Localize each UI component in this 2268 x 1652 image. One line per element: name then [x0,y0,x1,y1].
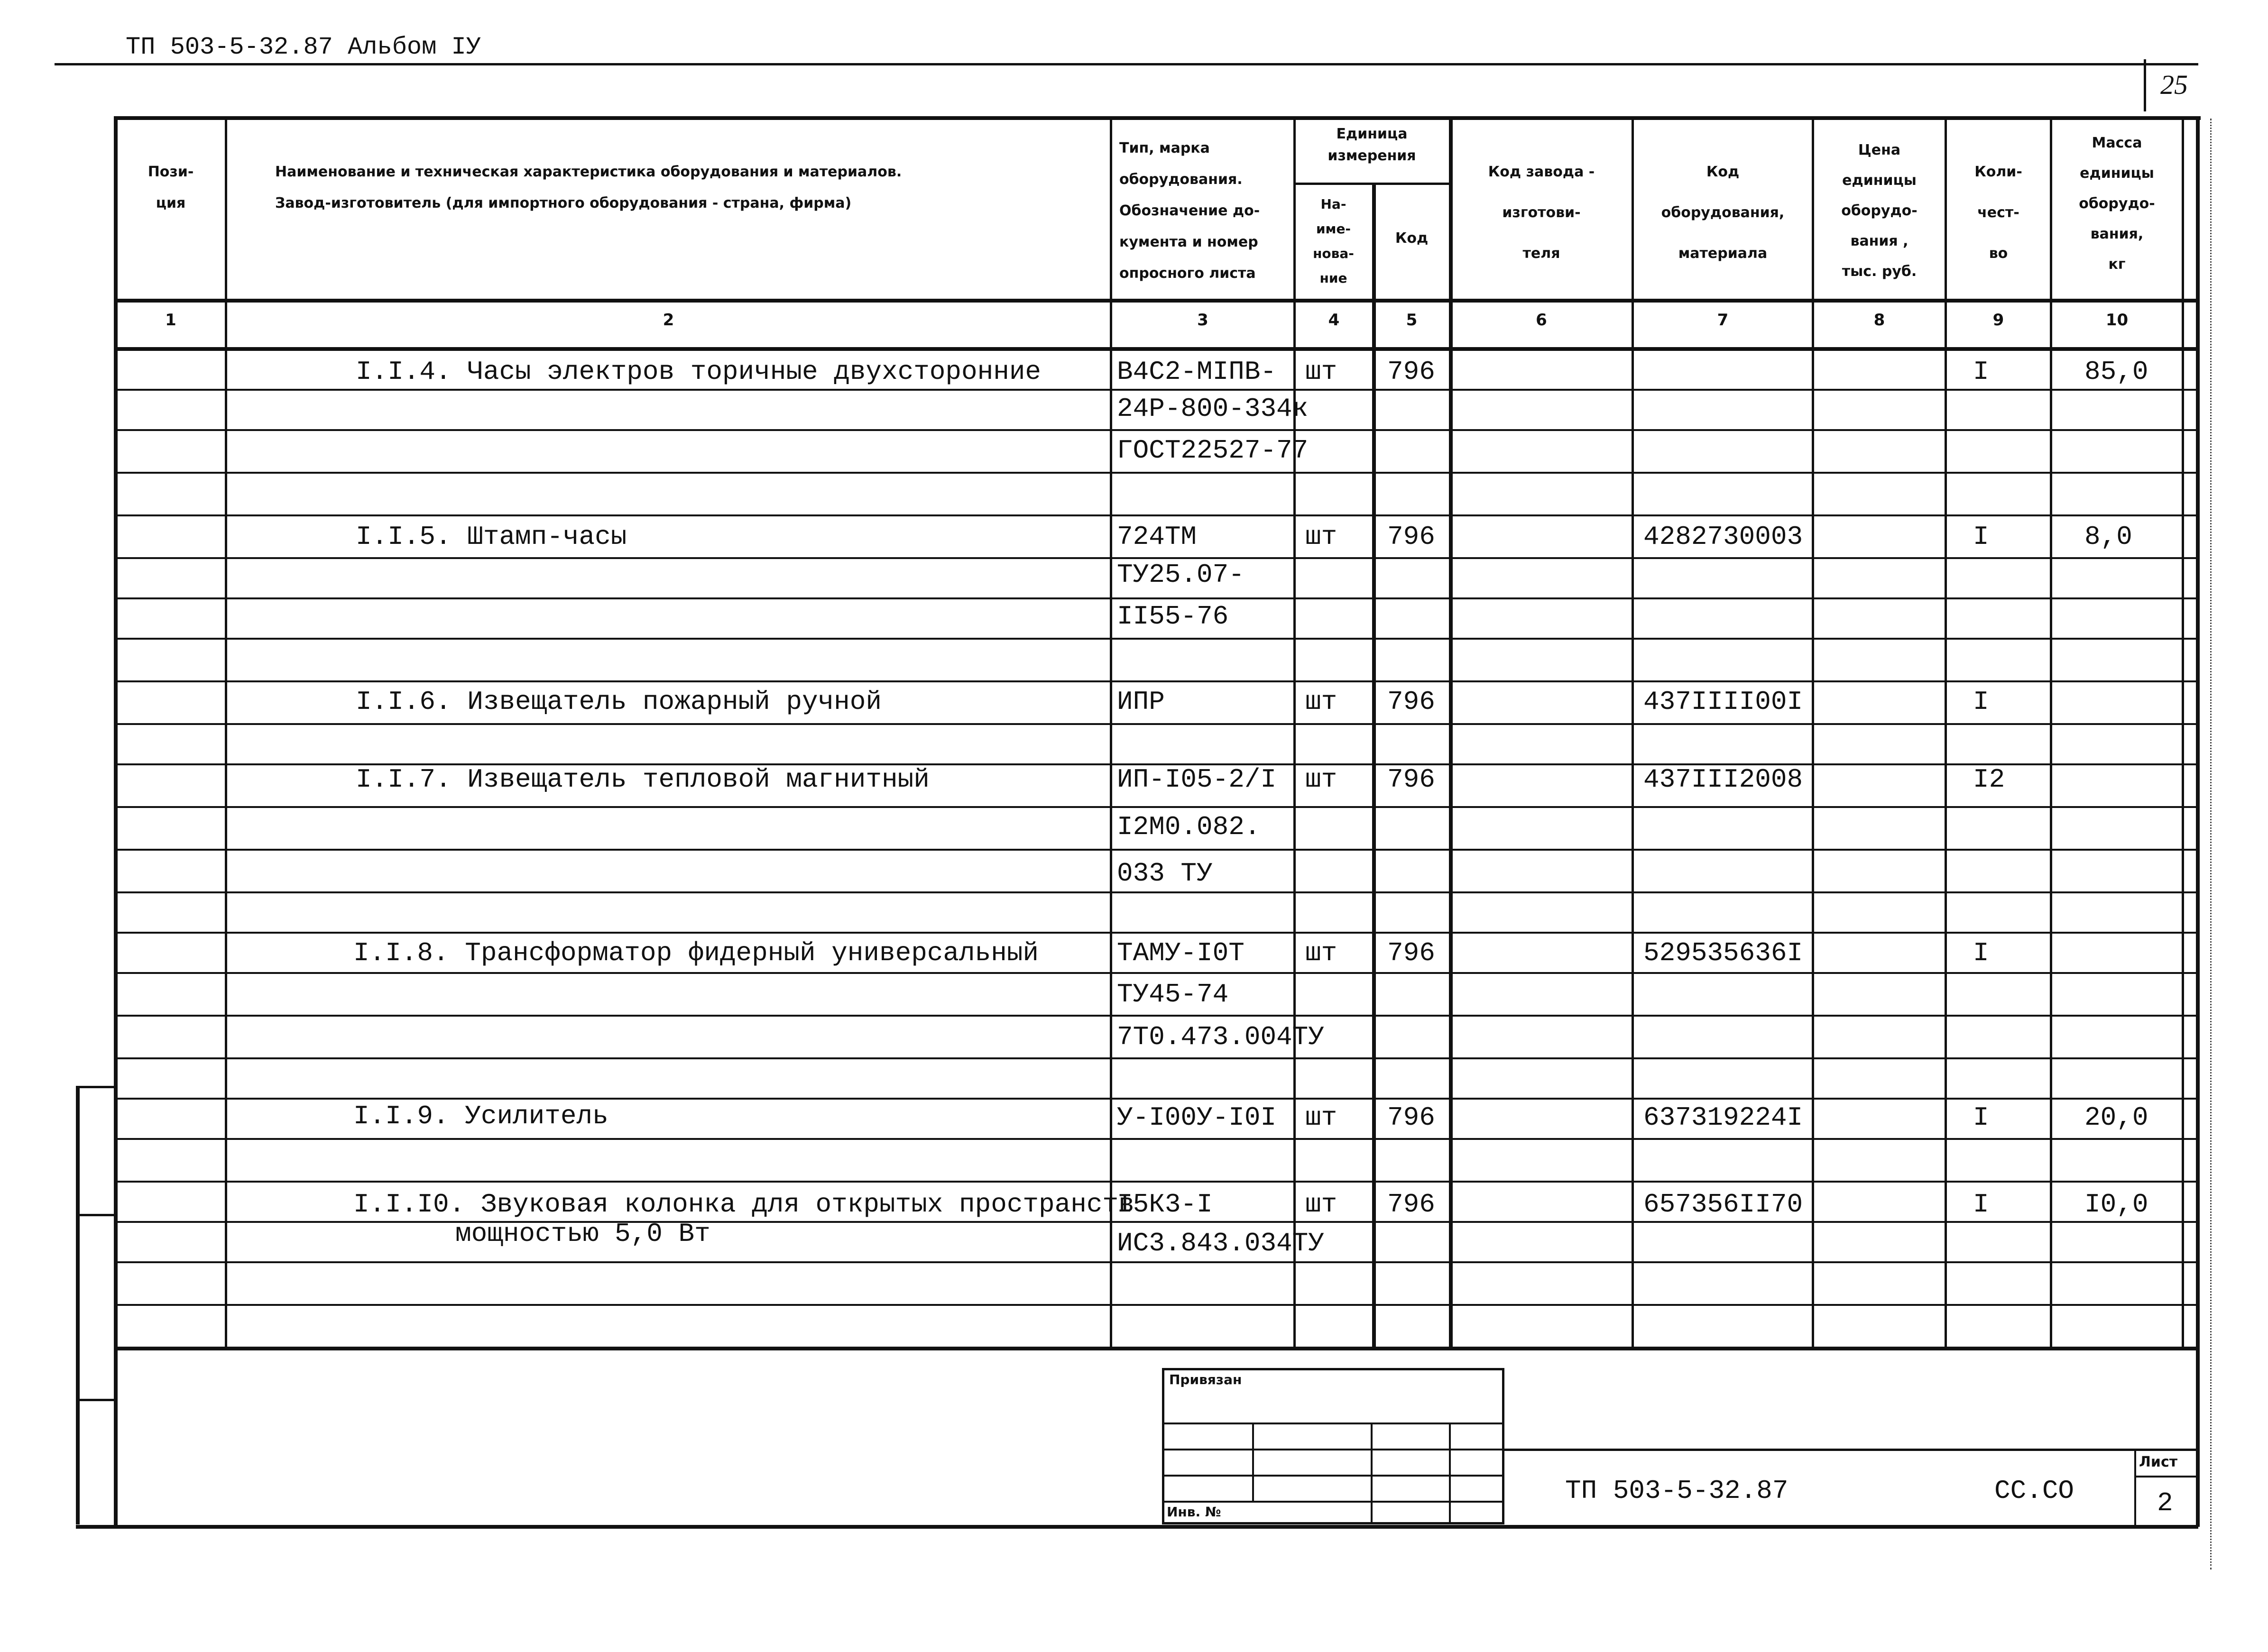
row-type: II55-76 [1117,601,1229,632]
row-type: 24Р-800-334к [1117,394,1309,424]
frame-bottom [76,1525,2198,1529]
row-line [114,680,2196,682]
row-line [114,638,2196,640]
header-col10: Масса единицы оборудо- вания, кг [2079,135,2155,273]
row-equip-code: 4282730003 [1643,522,1803,552]
row-equip-code: 437III2008 [1643,764,1803,795]
row-qty: I [1973,687,1989,717]
unit-header-split [1293,183,1450,185]
row-type: У-I00У-I0I [1117,1102,1277,1133]
row-name: I.I.I0. Звуковая колонка для открытых пространств [353,1189,1134,1220]
row-name-line2: мощностью 5,0 Вт [455,1219,710,1249]
header-col3: Тип, марка оборудования. Обозначение до- кумента и номер опросного листа [1119,140,1260,282]
row-line [114,1221,2196,1223]
colnum: 9 [1992,311,2004,330]
row-type: В4С2-МIПВ- [1117,357,1277,387]
row-type: ТАМУ-I0Т [1117,938,1245,968]
row-mass: 85,0 [2084,357,2148,387]
row-line [114,1098,2196,1100]
row-line [114,806,2196,808]
row-name: I.I.9. Усилитель [353,1101,608,1131]
row-qty: I [1973,522,1989,552]
stamp-line [1162,1449,1504,1450]
row-code: 796 [1387,1189,1435,1220]
header-col6: Код завода - изготови- теля [1488,164,1595,262]
list-box-sep [2134,1449,2136,1527]
header-unit-title: Единица измерения [1328,126,1416,164]
row-type: 7Т0.473.004ТУ [1117,1022,1324,1052]
row-code: 796 [1387,1102,1435,1133]
row-name: I.I.8. Трансформатор фидерный универсальный [353,938,1039,968]
row-type: ТУ25.07- [1117,560,1245,590]
album-title: ТП 503-5-32.87 Альбом IУ [126,33,481,61]
row-unit: шт [1305,357,1337,387]
header-col5: Код [1395,230,1429,247]
row-mass: 20,0 [2084,1102,2148,1133]
row-code: 796 [1387,687,1435,717]
row-line [114,597,2196,599]
row-line [114,1015,2196,1017]
row-name: I.I.6. Извещатель пожарный ручной [356,687,882,717]
header-col4: На- име- нова- ние [1313,196,1354,286]
binding-stub [76,1086,80,1524]
row-type: I2М0.082. [1117,812,1261,842]
binding-stub-line [76,1399,115,1401]
colnum-bottom [114,347,2196,351]
stamp-line [1162,1475,1504,1477]
row-line [114,389,2196,391]
row-line [114,891,2196,893]
row-mass: 8,0 [2084,522,2132,552]
header-bottom [114,299,2196,303]
stamp-sep [1252,1423,1254,1501]
colnum: 1 [165,311,176,330]
row-type: ТУ45-74 [1117,979,1229,1010]
row-line [114,514,2196,516]
row-line [114,972,2196,974]
header-col8: Цена единицы оборудо- вания , тыс. руб. [1841,142,1918,280]
colnum: 8 [1873,311,1885,330]
trim-edge [2210,119,2212,1569]
colnum: 4 [1328,311,1340,330]
row-unit: шт [1305,1102,1337,1133]
row-equip-code: 437IIII00I [1643,687,1803,717]
col-sep [1372,183,1376,1349]
frame-top [114,116,2201,120]
row-unit: шт [1305,764,1337,795]
list-number: 2 [2157,1488,2173,1518]
row-unit: шт [1305,938,1337,968]
doc-designation: ТП 503-5-32.87 [1565,1476,1789,1506]
row-line [114,723,2196,725]
colnum: 5 [1406,311,1418,330]
row-line [114,429,2196,431]
row-name: I.I.7. Извещатель тепловой магнитный [356,764,930,795]
privyazan-label: Привязан [1169,1372,1242,1387]
stamp-line [1162,1423,1504,1424]
frame-right [2196,116,2200,1527]
row-type: ИС3.843.034ТУ [1117,1228,1324,1258]
top-rule [55,63,2198,65]
doc-mark: СС.СО [1994,1476,2074,1506]
header-col7: Код оборудования, материала [1661,164,1785,262]
colnum: 2 [663,311,674,330]
row-type: ИПР [1117,687,1165,717]
row-code: 796 [1387,764,1435,795]
row-code: 796 [1387,357,1435,387]
row-type: I5К3-I [1117,1189,1213,1220]
row-name: I.I.5. Штамп-часы [356,522,627,552]
row-code: 796 [1387,938,1435,968]
colnum: 6 [1536,311,1547,330]
row-line [114,1261,2196,1263]
header-col1: Пози- ция [148,164,194,211]
colnum: 10 [2105,311,2129,330]
row-equip-code: 529535636I [1643,938,1803,968]
corner-stub [2144,59,2146,111]
row-name: I.I.4. Часы электров торичные двухсторонние [356,357,1042,387]
row-unit: шт [1305,1189,1337,1220]
row-type: ГОСТ22527-77 [1117,435,1309,466]
row-type: ИП-I05-2/I [1117,764,1277,795]
row-qty: I [1973,357,1989,387]
row-mass: I0,0 [2084,1189,2148,1220]
row-unit: шт [1305,687,1337,717]
binding-stub-line [76,1214,115,1216]
row-line [114,849,2196,851]
stamp-sep [1449,1423,1451,1524]
row-qty: I2 [1973,764,2005,795]
header-col2: Наименование и техническая характеристика оборудования и материалов. Завод-изготовитель (для импортного оборудования - страна, фирма) [275,164,902,211]
list-box-line [2134,1476,2197,1478]
row-code: 796 [1387,522,1435,552]
stamp-sep [1371,1423,1373,1524]
titleblock-top [1504,1449,2197,1451]
row-line [114,472,2196,474]
row-qty: I [1973,938,1989,968]
list-label: Лист [2139,1454,2178,1470]
table-bottom [114,1347,2196,1350]
row-line [114,1057,2196,1059]
stamp-line [1162,1501,1504,1503]
inv-label: Инв. № [1167,1504,1221,1520]
row-line [114,1304,2196,1306]
colnum: 3 [1197,311,1208,330]
row-line [114,1181,2196,1183]
row-equip-code: 637319224I [1643,1102,1803,1133]
colnum: 7 [1717,311,1729,330]
row-qty: I [1973,1189,1989,1220]
sheet-mark: 25 [2160,69,2188,100]
row-line [114,932,2196,934]
row-equip-code: 657356II70 [1643,1189,1803,1220]
row-type: 724ТМ [1117,522,1197,552]
row-qty: I [1973,1102,1989,1133]
header-col9: Коли- чест- во [1974,164,2022,262]
row-line [114,1138,2196,1140]
row-unit: шт [1305,522,1337,552]
row-type: 033 ТУ [1117,858,1213,889]
row-line [114,557,2196,559]
binding-stub-line [76,1086,115,1088]
